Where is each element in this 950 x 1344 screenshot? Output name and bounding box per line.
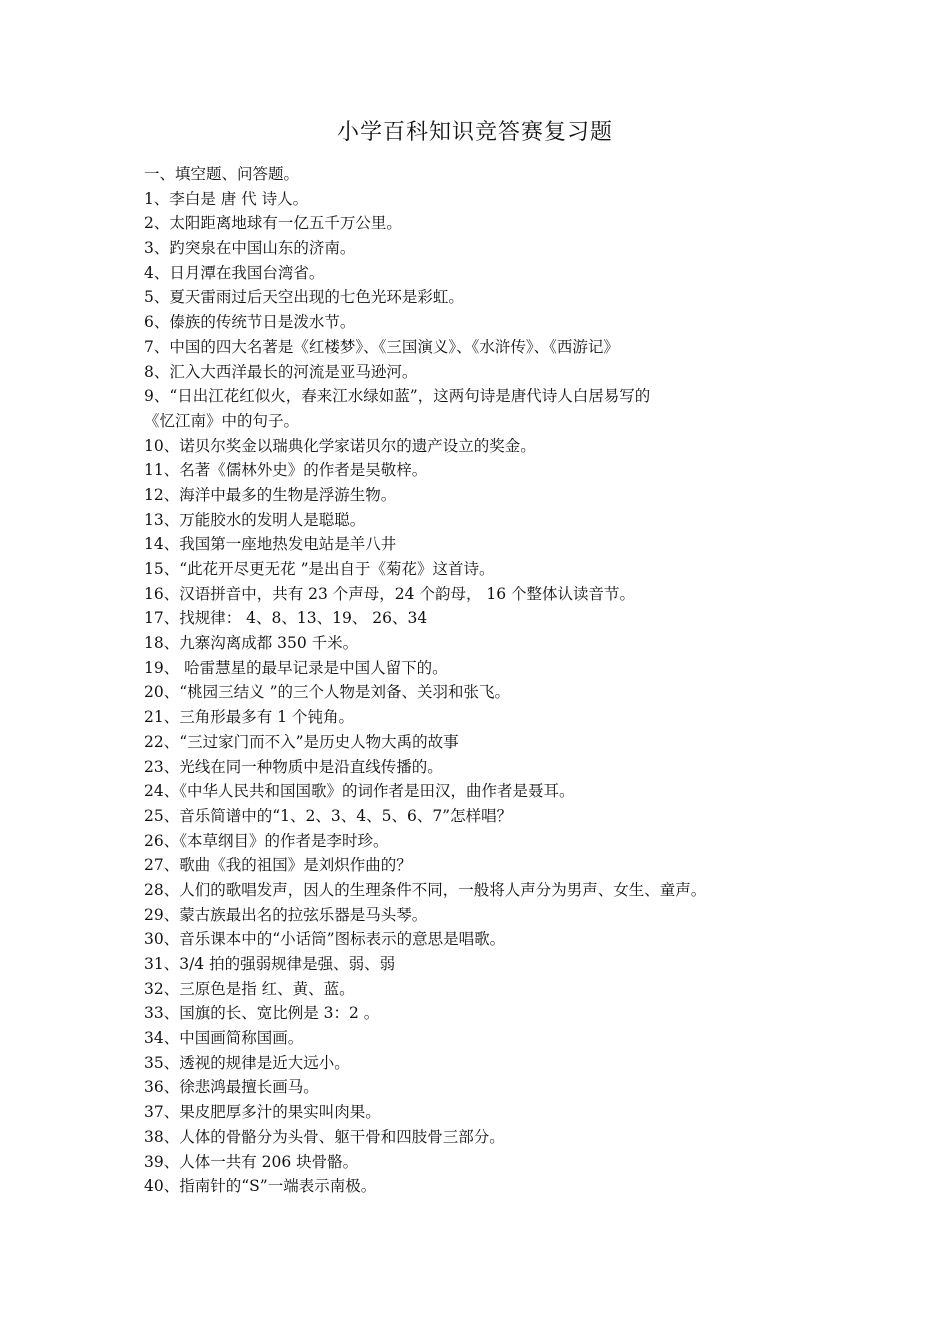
question-line: 8、汇入大西洋最长的河流是亚马逊河。: [144, 362, 418, 381]
question-list: [144, 162, 834, 1199]
question-line: 28、人们的歌唱发声，因人的生理条件不同，一般将人声分为男声、女生、童声。: [144, 880, 707, 899]
question-line: 22、“三过家门而不入”是历史人物大禹的故事: [144, 732, 459, 751]
question-line: 39、人体一共有 206 块骨骼。: [144, 1152, 359, 1171]
question-line: 32、三原色是指 红、黄、蓝。: [144, 979, 355, 998]
section-heading: 一、填空题、问答题。: [144, 165, 300, 183]
question-line: 4、日月潭在我国台湾省。: [144, 263, 325, 282]
question-line: 37、果皮肥厚多汁的果实叫肉果。: [144, 1103, 381, 1122]
question-line: 29、蒙古族最出名的拉弦乐器是马头琴。: [144, 905, 428, 924]
question-line: 20、“桃园三结义 ”的三个人物是刘备、关羽和张飞。: [144, 683, 510, 702]
question-line: 14、我国第一座地热发电站是羊八井: [144, 535, 397, 554]
question-line: 10、诺贝尔奖金以瑞典化学家诺贝尔的遗产设立的奖金。: [144, 436, 536, 455]
question-line: 40、指南针的“S”一端表示南极。: [144, 1177, 377, 1196]
question-line: 9、“日出江花红似火，春来江水绿如蓝”，这两句诗是唐代诗人白居易写的: [144, 387, 651, 406]
question-line: 36、徐悲鸿最擅长画马。: [144, 1078, 319, 1097]
question-line: 38、人体的骨骼分为头骨、躯干骨和四肢骨三部分。: [144, 1127, 505, 1146]
question-line: 16、汉语拼音中，共有 23 个声母，24 个韵母， 16 个整体认读音节。: [144, 584, 636, 603]
question-line: 19、 哈雷慧星的最早记录是中国人留下的。: [144, 658, 448, 677]
question-line: 34、中国画简称国画。: [144, 1029, 304, 1048]
question-line: 7、中国的四大名著是《红楼梦》、《三国演义》、《水浒传》、《西游记》: [144, 337, 619, 356]
question-line: 6、傣族的传统节日是泼水节。: [144, 313, 356, 332]
question-line: 5、夏天雷雨过后天空出现的七色光环是彩虹。: [144, 288, 464, 307]
question-line: 23、光线在同一种物质中是沿直线传播的。: [144, 757, 443, 776]
question-line: 27、歌曲《我的祖国》是刘炽作曲的？: [144, 856, 412, 875]
question-line: 2、太阳距离地球有一亿五千万公里。: [144, 214, 402, 233]
question-line: 13、万能胶水的发明人是聪聪。: [144, 510, 366, 529]
question-line: 30、音乐课本中的“小话筒”图标表示的意思是唱歌。: [144, 930, 506, 949]
question-line: 18、九寨沟离成都 350 千米。: [144, 634, 359, 653]
question-line: 11、名著《儒林外史》的作者是吴敬梓。: [144, 461, 428, 480]
question-line: 25、音乐简谱中的“1、2、3、4、5、6、7”怎样唱？: [144, 806, 513, 825]
question-line: 17、找规律： 4、8、13、19、 26、34: [144, 609, 428, 628]
question-line: 31、3/4 拍的强弱规律是强、弱、弱: [144, 955, 396, 973]
question-line: 1、李白是 唐 代 诗人。: [144, 189, 309, 208]
question-line: 35、透视的规律是近大远小。: [144, 1053, 350, 1072]
question-line: 24、《中华人民共和国国歌》的词作者是田汉，曲作者是聂耳。: [144, 782, 575, 801]
question-line: 15、“此花开尽更无花 ”是出自于《菊花》这首诗。: [144, 560, 495, 578]
question-line: 3、趵突泉在中国山东的济南。: [144, 239, 356, 258]
question-line: 12、海洋中最多的生物是浮游生物。: [144, 485, 397, 504]
document-title: 小学百科知识竞答赛复习题: [336, 120, 613, 145]
question-line: 《忆江南》中的句子。: [144, 411, 300, 430]
question-line: 26、《本草纲目》的作者是李时珍。: [144, 831, 389, 850]
question-line: 21、三角形最多有 1 个钝角。: [144, 708, 354, 727]
question-line: 33、国旗的长、宽比例是 3：2 。: [144, 1004, 380, 1023]
